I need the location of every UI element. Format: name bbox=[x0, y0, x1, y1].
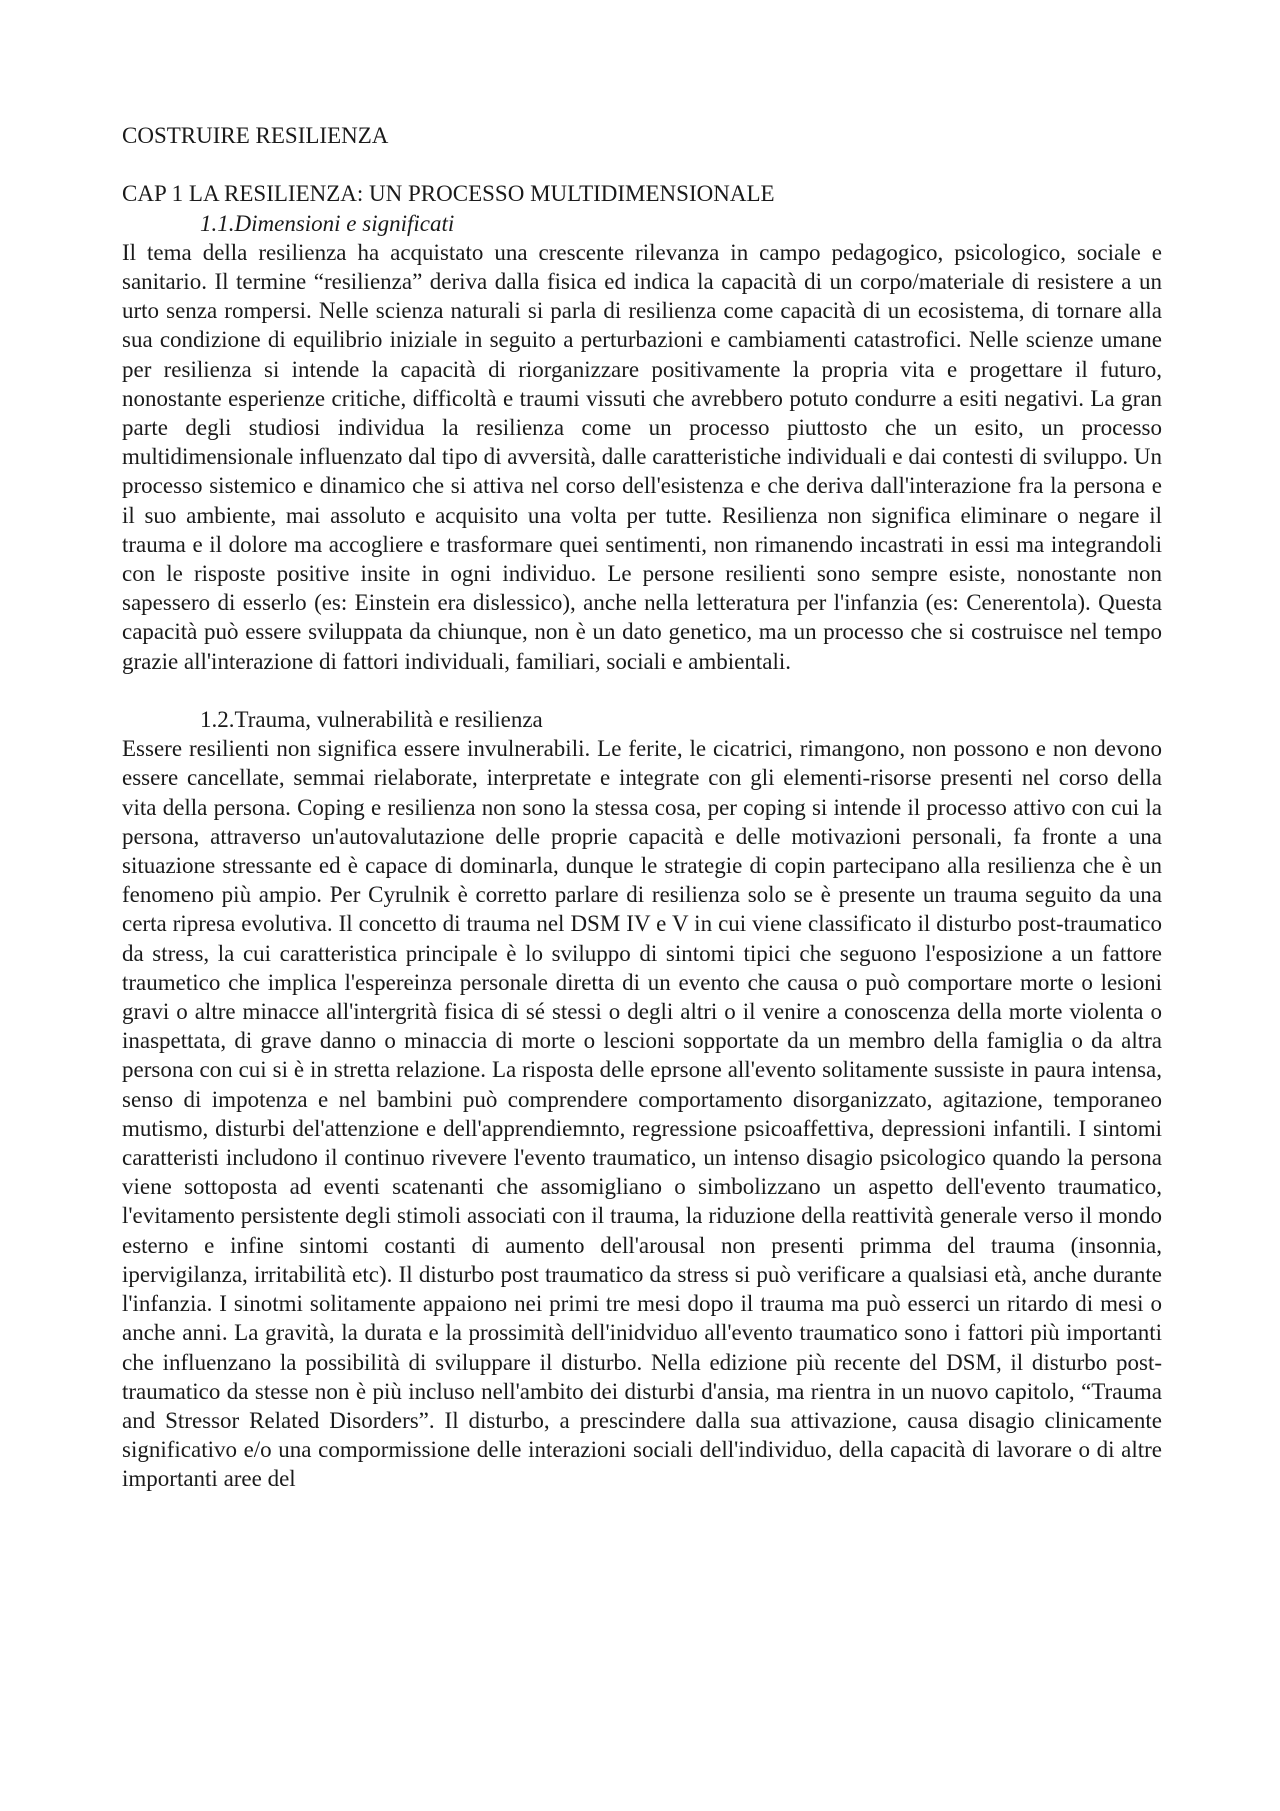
section-heading-1-1: 1.1.Dimensioni e significati bbox=[200, 210, 455, 236]
document-title: COSTRUIRE RESILIENZA bbox=[122, 123, 389, 148]
section-heading-1-2: 1.2.Trauma, vulnerabilità e resilienza bbox=[200, 707, 543, 733]
document-body bbox=[122, 121, 1162, 1494]
section-body-1-1: Il tema della resilienza ha acquistato una crescente rilevanza in campo pedagogico, psicologico, sociale e sanitario. Il termine “resilienza” deriva dalla fisica ed indica la capacità di un corpo/materiale di resistere a un urto senza rompersi. Nelle scienza naturali si parla di resilienza come capacità di un ecosistema, di tornare alla sua condizione di equilibrio iniziale in seguito a perturbazioni e cambiamenti catastrofici. Nelle scienze umane per resilienza si intende la capacità di riorganizzare positivamente la propria vita e progettare il futuro, nonostante esperienze critiche, difficoltà e traumi vissuti che avrebbero potuto condurre a esiti negativi. La gran parte degli studiosi individua la resilienza come un processo piuttosto che un esito, un processo multidimensionale influenzato dal tipo di avversità, dalle caratteristiche individuali e dai contesti di sviluppo. Un processo sistemico e dinamico che si attiva nel corso dell'esistenza e che deriva dall'interazione fra la persona e il suo ambiente, mai assoluto e acquisito una volta per tutte. Resilienza non significa eliminare o negare il trauma e il dolore ma accogliere e trasformare quei sentimenti, non rimanendo incastrati in essi ma integrandoli con le risposte positive insite in ogni individuo. Le persone resilienti sono sempre esiste, nonostante non sapessero di esserlo (es: Einstein era dislessico), anche nella letteratura per l'infanzia (es: Cenerentola). Questa capacità può essere sviluppata da chiunque, non è un dato genetico, ma un processo che si costruisce nel tempo grazie all'interazione di fattori individuali, familiari, sociali e ambientali. bbox=[122, 239, 1162, 674]
section-body-1-2: Essere resilienti non significa essere invulnerabili. Le ferite, le cicatrici, rimangono, non possono e non devono essere cancellate, semmai rielaborate, interpretate e integrate con gli elementi-risorse presenti nel corso della vita della persona. Coping e resilienza non sono la stessa cosa, per coping si intende il processo attivo con cui la persona, attraverso un'autovalutazione delle proprie capacità e delle motivazioni personali, fa fronte a una situazione stressante ed è capace di dominarla, dunque le strategie di copin partecipano alla resilienza che è un fenomeno più ampio. Per Cyrulnik è corretto parlare di resilienza solo se è presente un trauma seguito da una certa ripresa evolutiva. Il concetto di trauma nel DSM IV e V in cui viene classificato il disturbo post-traumatico da stress, la cui caratteristica principale è lo sviluppo di sintomi tipici che seguono l'esposizione a un fattore traumetico che implica l'espereinza personale diretta di un evento che causa o può comportare morte o lesioni gravi o altre minacce all'intergrità fisica di sé stessi o degli altri o il venire a conoscenza della morte violenta o inaspettata, di grave danno o minaccia di morte o lescioni sopportate da un membro della famiglia o da altra persona con cui si è in stretta relazione. La risposta delle eprsone all'evento solitamente sussiste in paura intensa, senso di impotenza e nel bambini può comprendere comportamento disorganizzato, agitazione, temporaneo mutismo, disturbi del'attenzione e dell'apprendiemnto, regressione psicoaffettiva, depressioni infantili. I sintomi caratteristi includono il continuo rivevere l'evento traumatico, un intenso disagio psicologico quando la persona viene sottoposta ad eventi scatenanti che assomigliano o simbolizzano un aspetto dell'evento traumatico, l'evitamento persistente degli stimoli associati con il trauma, la riduzione della reattività generale verso il mondo esterno e infine sintomi costanti di aumento dell'arousal non presenti primma del trauma (insonnia, ipervigilanza, irritabilità etc). Il disturbo post traumatico da stress si può verificare a qualsiasi età, anche durante l'infanzia. I sinotmi solitamente appaiono nei primi tre mesi dopo il trauma ma può esserci un ritardo di mesi o anche anni. La gravità, la durata e la prossimità dell'inidviduo all'evento traumatico sono i fattori più importanti che influenzano la possibilità di sviluppare il disturbo. Nella edizione più recente del DSM, il disturbo post-traumatico da stesse non è più incluso nell'ambito dei disturbi d'ansia, ma rientra in un nuovo capitolo, “Trauma and Stressor Related Disorders”. Il disturbo, a prescindere dalla sua attivazione, causa disagio clinicamente significativo e/o una compormissione delle interazioni sociali dell'individuo, della capacità di lavorare o di altre importanti aree del bbox=[122, 736, 1162, 1492]
chapter-title: CAP 1 LA RESILIENZA: UN PROCESSO MULTIDIMENSIONALE bbox=[122, 181, 775, 207]
